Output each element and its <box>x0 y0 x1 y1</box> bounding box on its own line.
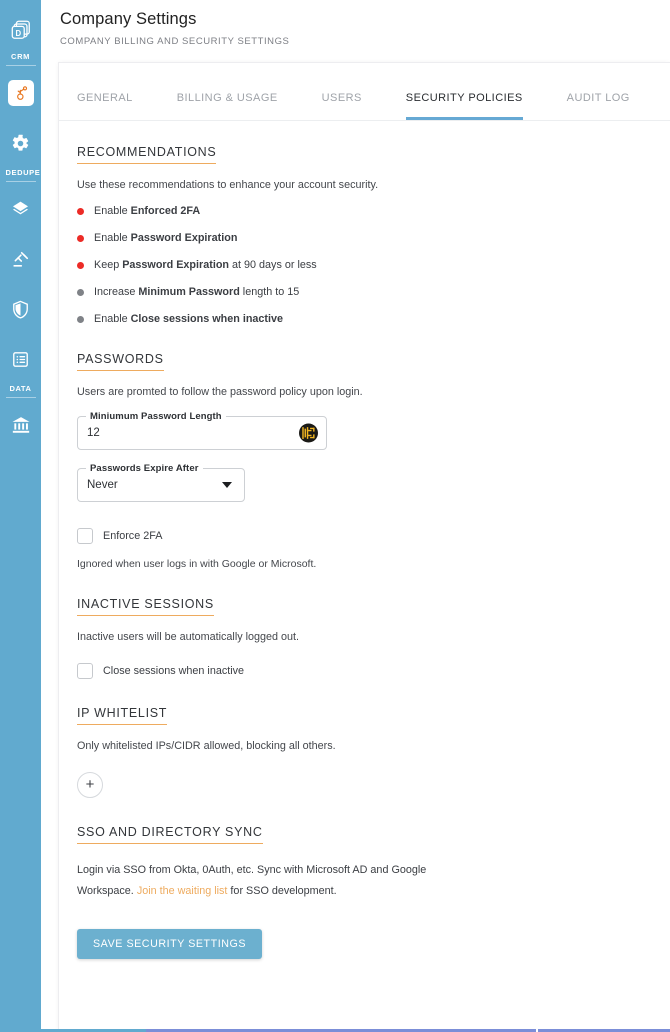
chevron-down-icon <box>222 482 232 488</box>
sidebar-group-label-crm: CRM <box>6 52 36 66</box>
recommendations-title: RECOMMENDATIONS <box>77 145 216 164</box>
min-password-length-label: Miniumum Password Length <box>86 411 226 422</box>
recommendation-text <box>94 205 200 217</box>
recommendation-prefix: Keep <box>94 259 123 271</box>
severity-dot-high <box>77 208 84 215</box>
sidebar-item-merge-rules[interactable] <box>0 234 41 284</box>
severity-dot-high <box>77 235 84 242</box>
recommendation-strong: Password Expiration <box>130 232 238 244</box>
passwords-expire-after-select[interactable] <box>77 463 245 502</box>
sidebar-group-crm <box>6 52 36 68</box>
list-icon <box>11 350 30 369</box>
enforce-2fa-hint: Ignored when user logs in with Google or Microsoft. <box>77 558 317 570</box>
sidebar-item-lists[interactable] <box>0 334 41 384</box>
recommendation-prefix: Enable <box>94 313 131 325</box>
svg-text:D: D <box>14 28 21 38</box>
sidebar-item-company[interactable] <box>0 400 41 450</box>
settings-card <box>58 62 670 1032</box>
close-sessions-row[interactable] <box>77 663 650 679</box>
recommendations-list <box>77 205 650 325</box>
severity-dot-low <box>77 289 84 296</box>
maze-badge-icon <box>299 424 318 443</box>
sidebar-item-settings[interactable] <box>0 118 41 168</box>
tab-security-policies[interactable]: SECURITY POLICIES <box>406 92 523 120</box>
sidebar-group-data <box>6 384 36 400</box>
enforce-2fa-row[interactable] <box>77 528 650 544</box>
enforce-2fa-label: Enforce 2FA <box>103 530 163 542</box>
plus-icon: + <box>85 776 95 793</box>
page-header <box>41 0 670 62</box>
tab-billing-usage[interactable]: BILLING & USAGE <box>176 92 278 104</box>
sidebar-group-label-data: DATA <box>6 384 36 398</box>
recommendation-strong: Close sessions when inactive <box>130 313 284 325</box>
sidebar-group-label-dedupe: DEDUPE <box>6 168 36 182</box>
tab-audit-log[interactable]: AUDIT LOG <box>566 92 630 104</box>
recommendations-description: Use these recommendations to enhance your account security. <box>77 179 379 191</box>
recommendation-prefix: Increase <box>94 286 139 298</box>
recommendation-strong: Minimum Password <box>138 286 240 298</box>
add-ip-button[interactable] <box>77 772 103 798</box>
close-sessions-label: Close sessions when inactive <box>103 665 245 677</box>
recommendation-strong: Password Expiration <box>122 259 230 271</box>
passwords-title: PASSWORDS <box>77 352 164 371</box>
ip-whitelist-title: IP WHITELIST <box>77 706 167 725</box>
tab-bar <box>59 63 670 121</box>
recommendation-prefix: Enable <box>94 205 131 217</box>
sso-waiting-list-link[interactable]: Join the waiting list <box>136 885 228 898</box>
recommendation-strong: Enforced 2FA <box>130 205 201 217</box>
recommendation-prefix: Enable <box>94 232 131 244</box>
recommendation-suffix: length to 15 <box>239 286 300 298</box>
recommendation-item <box>77 286 650 298</box>
gear-icon <box>11 134 30 153</box>
sso-title: SSO AND DIRECTORY SYNC <box>77 825 263 844</box>
shield-icon <box>11 300 30 319</box>
main-area <box>41 0 670 1032</box>
passwords-expire-after-value: Never <box>87 479 118 491</box>
app-logo[interactable] <box>0 8 41 52</box>
save-security-settings-button[interactable]: SAVE SECURITY SETTINGS <box>77 929 262 959</box>
settings-content <box>59 121 670 959</box>
recommendation-item <box>77 205 650 217</box>
close-sessions-checkbox[interactable] <box>77 663 93 679</box>
ip-whitelist-section <box>77 704 650 798</box>
recommendation-item <box>77 259 650 271</box>
passwords-description: Users are promted to follow the password policy upon login. <box>77 386 363 398</box>
hubspot-icon <box>8 80 34 106</box>
severity-dot-high <box>77 262 84 269</box>
min-password-length-value: 12 <box>87 427 100 439</box>
sso-text-before: Login via SSO from Okta, 0Auth, etc. Sync with Microsoft AD and Google Workspace. <box>77 864 427 898</box>
recommendations-section <box>77 143 650 325</box>
sidebar <box>0 0 41 1032</box>
passwords-expire-after-label: Passwords Expire After <box>86 463 203 474</box>
recommendation-item <box>77 232 650 244</box>
enforce-2fa-checkbox[interactable] <box>77 528 93 544</box>
sidebar-item-security[interactable] <box>0 284 41 334</box>
bank-icon <box>11 415 31 435</box>
severity-dot-low <box>77 316 84 323</box>
sidebar-item-hubspot[interactable] <box>0 68 41 118</box>
inactive-sessions-description: Inactive users will be automatically logged out. <box>77 631 300 643</box>
layers-icon <box>11 200 30 219</box>
inactive-sessions-title: INACTIVE SESSIONS <box>77 597 214 616</box>
inactive-sessions-section <box>77 595 650 679</box>
ip-whitelist-description: Only whitelisted IPs/CIDR allowed, blocking all others. <box>77 740 336 752</box>
passwords-section <box>77 350 650 570</box>
gavel-icon <box>11 250 30 269</box>
recommendation-text <box>94 313 283 325</box>
page-title: Company Settings <box>60 10 197 28</box>
tab-users[interactable]: USERS <box>321 92 362 104</box>
sso-section <box>77 823 650 959</box>
min-password-length-input[interactable] <box>77 411 327 450</box>
sso-text-after: for SSO development. <box>227 885 337 898</box>
recommendation-text <box>94 286 299 298</box>
sidebar-item-layers[interactable] <box>0 184 41 234</box>
sidebar-group-dedupe <box>5 168 41 184</box>
sso-description <box>77 860 467 902</box>
tab-general[interactable]: GENERAL <box>77 92 133 104</box>
recommendation-text <box>94 259 317 271</box>
recommendation-suffix: at 90 days or less <box>229 259 317 271</box>
recommendation-item <box>77 313 650 325</box>
page-subtitle: COMPANY BILLING AND SECURITY SETTINGS <box>60 36 290 47</box>
recommendation-text <box>94 232 237 244</box>
